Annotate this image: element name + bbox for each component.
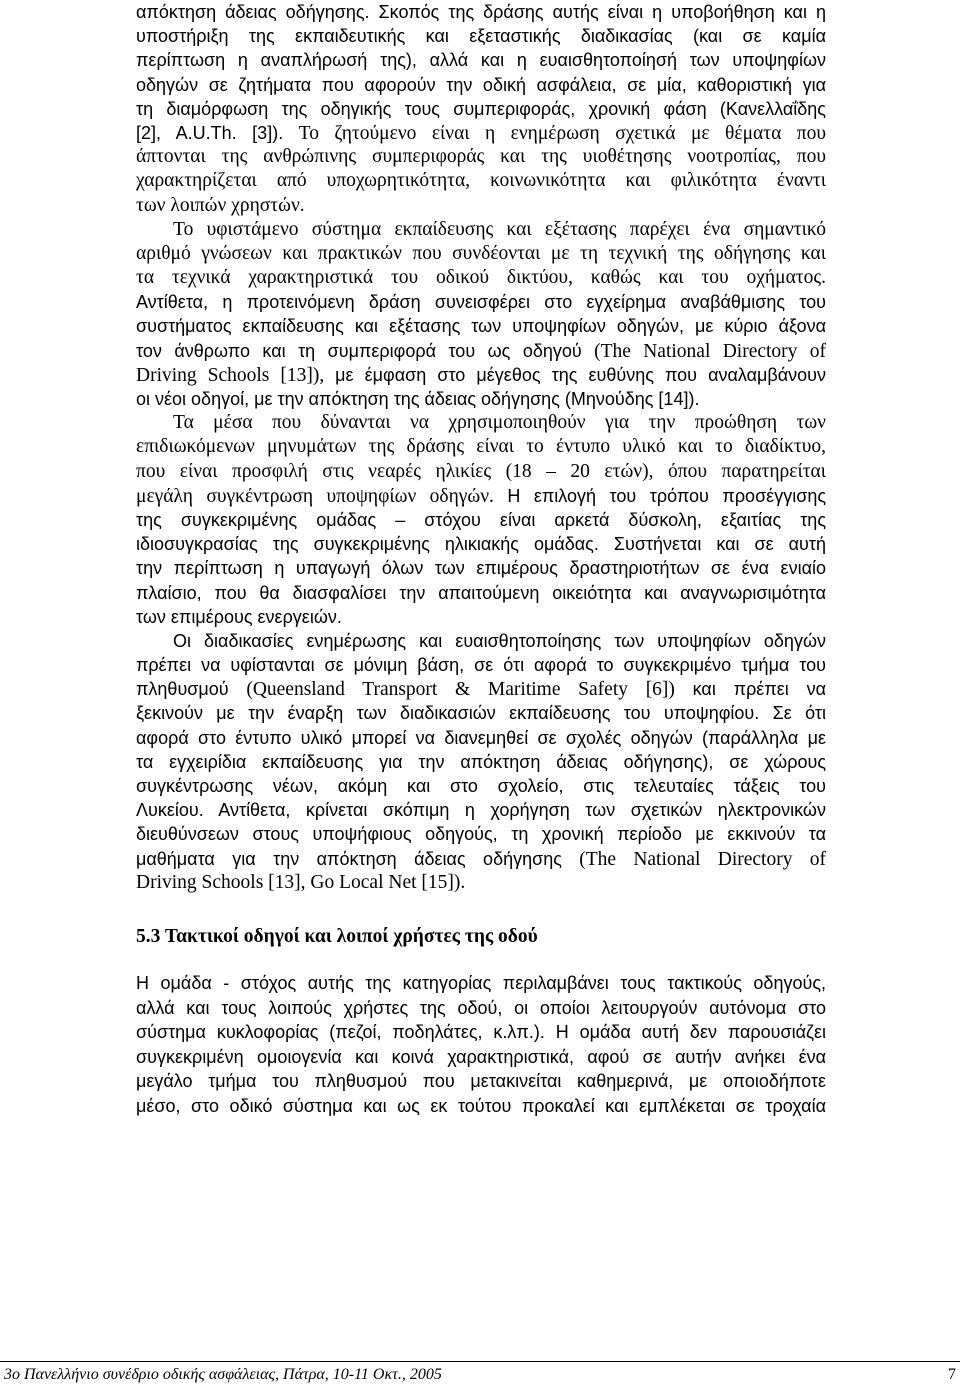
text-line: πρέπει να υφίστανται σε μόνιμη βάση, σε ότι αφορά το συγκεκριμένο τμήμα του	[136, 655, 826, 676]
text-segment: πληθυσμού	[136, 679, 229, 700]
text-segment: Το ζητούμενο είναι η ενημέρωση σχετικά με θέματα που	[298, 122, 827, 144]
text-line: συγκεκριμένη ομοιογενία και κοινά χαρακτηριστικά, αφού σε αυτήν ανήκει ένα	[136, 1046, 826, 1067]
text-line: μέσο, στο οδικό σύστημα και ως εκ τούτου προκαλεί και εμπλέκεται σε τροχαία	[136, 1095, 826, 1116]
page-number: 7	[948, 1366, 956, 1383]
text-line: επιδιωκόμενων μηνυμάτων της δράσης είναι το έντυπο υλικό και το διαδίκτυο,	[136, 436, 826, 458]
citation-text: (Queensland Transport & Maritime Safety [6])	[246, 679, 675, 701]
section-heading: 5.3 Τακτικοί οδηγοί και λοιποί χρήστες της οδού	[136, 926, 538, 947]
text-segment: μεγάλη συγκέντρωση υποψηφίων οδηγών.	[136, 485, 494, 507]
paragraph	[136, 629, 826, 895]
text-line	[136, 363, 826, 387]
text-segment: Η επιλογή του τρόπου προσέγγισης	[507, 485, 826, 506]
text-line: οδηγών σε ζητήματα που αφορούν την οδική ασφάλεια, σε μία, καθοριστική για	[136, 74, 826, 95]
text-line: των επιμέρους ενεργειών.	[136, 606, 342, 627]
paragraph	[136, 411, 826, 629]
text-line: αλλά και τους λοιπούς χρήστες της οδού, οι οποίοι λειτουργούν αυτόνομα στο	[136, 997, 826, 1018]
text-line: μεγάλο τμήμα του πληθυσμού που μετακινείται καθημερινά, με οποιοδήποτε	[136, 1071, 826, 1092]
text-line	[136, 121, 826, 145]
text-line: χαρακτηρίζεται από υποχωρητικότητα, κοινωνικότητα και φιλικότητα έναντι	[136, 170, 826, 192]
body-text	[136, 0, 826, 895]
text-line	[136, 484, 826, 508]
text-line: σύστημα κυκλοφορίας (πεζοί, ποδηλάτες, κ.λπ.). Η ομάδα αυτή δεν παρουσιάζει	[136, 1022, 826, 1043]
text-line	[136, 339, 826, 363]
paragraph	[136, 218, 826, 412]
text-line	[136, 677, 826, 701]
text-line: της συγκεκριμένης ομάδας – στόχου είναι αρκετά δύσκολη, εξαιτίας της	[136, 509, 826, 530]
text-line: απόκτηση άδειας οδήγησης. Σκοπός της δράσης αυτής είναι η υποβοήθηση και η	[136, 2, 826, 22]
text-segment: τον άνθρωπο και τη συμπεριφορά του ως οδηγού	[136, 340, 582, 361]
text-line: Οι διαδικασίες ενημέρωσης και ευαισθητοποίησης των υποψηφίων οδηγών	[173, 630, 826, 651]
text-line: ξεκινούν με την έναρξη των διαδικασιών εκπαίδευσης του υποψηφίου. Σε ότι	[136, 703, 826, 724]
text-segment: με έμφαση στο μέγεθος της ευθύνης που αναλαμβάνουν	[335, 364, 827, 385]
citation-text: (The National Directory of	[579, 848, 827, 870]
text-line: αφορά στο έντυπο υλικό μπορεί να διανεμηθεί σε σχολές οδηγών (παράλληλα με	[136, 727, 826, 748]
footer-rule	[0, 1361, 960, 1362]
text-line: των λοιπών χρηστών.	[136, 194, 305, 216]
text-line: Η ομάδα - στόχος αυτής της κατηγορίας περιλαμβάνει τους τακτικούς οδηγούς,	[136, 973, 826, 993]
text-line: συγκέντρωσης νέων, ακόμη και στο σχολείο, στις τελευταίες τάξεις του	[136, 776, 826, 796]
text-line: Αντίθετα, η προτεινόμενη δράση συνεισφέρει στο εγχείρημα αναβάθμισης του	[136, 292, 826, 313]
text-line: Driving Schools [13], Go Local Net [15]).	[136, 871, 466, 893]
text-line: τα τεχνικά χαρακτηριστικά του οδικού δικτύου, καθώς και του οχήματος.	[136, 267, 826, 289]
section-body	[136, 971, 826, 1119]
text-line: άπτονται της ανθρώπινης συμπεριφοράς και της υιοθέτησης νοοτροπίας, που	[136, 146, 826, 168]
text-segment: και πρέπει να	[692, 679, 827, 700]
text-line: την περίπτωση η υπαγωγή όλων των επιμέρους δραστηριοτήτων σε ένα ενιαίο	[136, 558, 826, 579]
text-line: περίπτωση η αναπλήρωσή της), αλλά και η ευαισθητοποίησή των υποψηφίων	[136, 50, 826, 71]
text-line: υποστήριξη της εκπαιδευτικής και εξεταστικής διαδικασίας (και σε καμία	[136, 26, 826, 47]
text-line: τη διαμόρφωση της οδηγικής τους συμπεριφοράς, χρονική φάση (Κανελλαΐδης	[136, 98, 826, 119]
text-line: Τα μέσα που δύνανται να χρησιμοποιηθούν για την προώθηση των	[173, 412, 826, 434]
text-line: οι νέοι οδηγοί, με την απόκτηση της άδειας οδήγησης (Μηνούδης [14]).	[136, 389, 700, 409]
text-line: ιδιοσυγκρασίας της συγκεκριμένης ηλικιακής ομάδας. Συστήνεται και σε αυτή	[136, 534, 826, 555]
text-line: αριθμό γνώσεων και πρακτικών που συνδέονται με τη τεχνική της οδήγησης και	[136, 242, 826, 264]
paragraph	[136, 0, 826, 218]
citation-text: Driving Schools [13]),	[136, 364, 325, 386]
text-line: που είναι προσφιλή στις νεαρές ηλικίες (18 – 20 ετών), όπου παρατηρείται	[136, 460, 826, 482]
text-line: τα εγχειρίδια εκπαίδευσης για την απόκτηση άδειας οδήγησης), σε χώρους	[136, 751, 826, 772]
text-line: πλαίσιο, που θα διασφαλίσει την απαιτούμενη οικειότητα και αναγνωρισιμότητα	[136, 582, 826, 603]
text-line: Το υφιστάμενο σύστημα εκπαίδευσης και εξέτασης παρέχει ένα σημαντικό	[173, 218, 826, 240]
text-line	[136, 847, 826, 871]
citation-text: [2], A.U.Th. [3]).	[136, 122, 284, 143]
citation-text: (The National Directory of	[594, 340, 827, 362]
text-line: διευθύνσεων στους υποψήφιους οδηγούς, τη χρονική περίοδο με εκκινούν τα	[136, 824, 826, 845]
footer-conference: 3ο Πανελλήνιο συνέδριο οδικής ασφάλειας, Πάτρα, 10-11 Οκτ., 2005	[4, 1366, 442, 1383]
paragraph	[136, 971, 826, 1119]
text-segment: μαθήματα για την απόκτηση άδειας οδήγησης	[136, 848, 562, 869]
text-line: Λυκείου. Αντίθετα, κρίνεται σκόπιμη η χορήγηση των σχετικών ηλεκτρονικών	[136, 800, 826, 821]
text-line: συστήματος εκπαίδευσης και εξέτασης των υποψηφίων οδηγών, με κύριο άξονα	[136, 316, 826, 337]
